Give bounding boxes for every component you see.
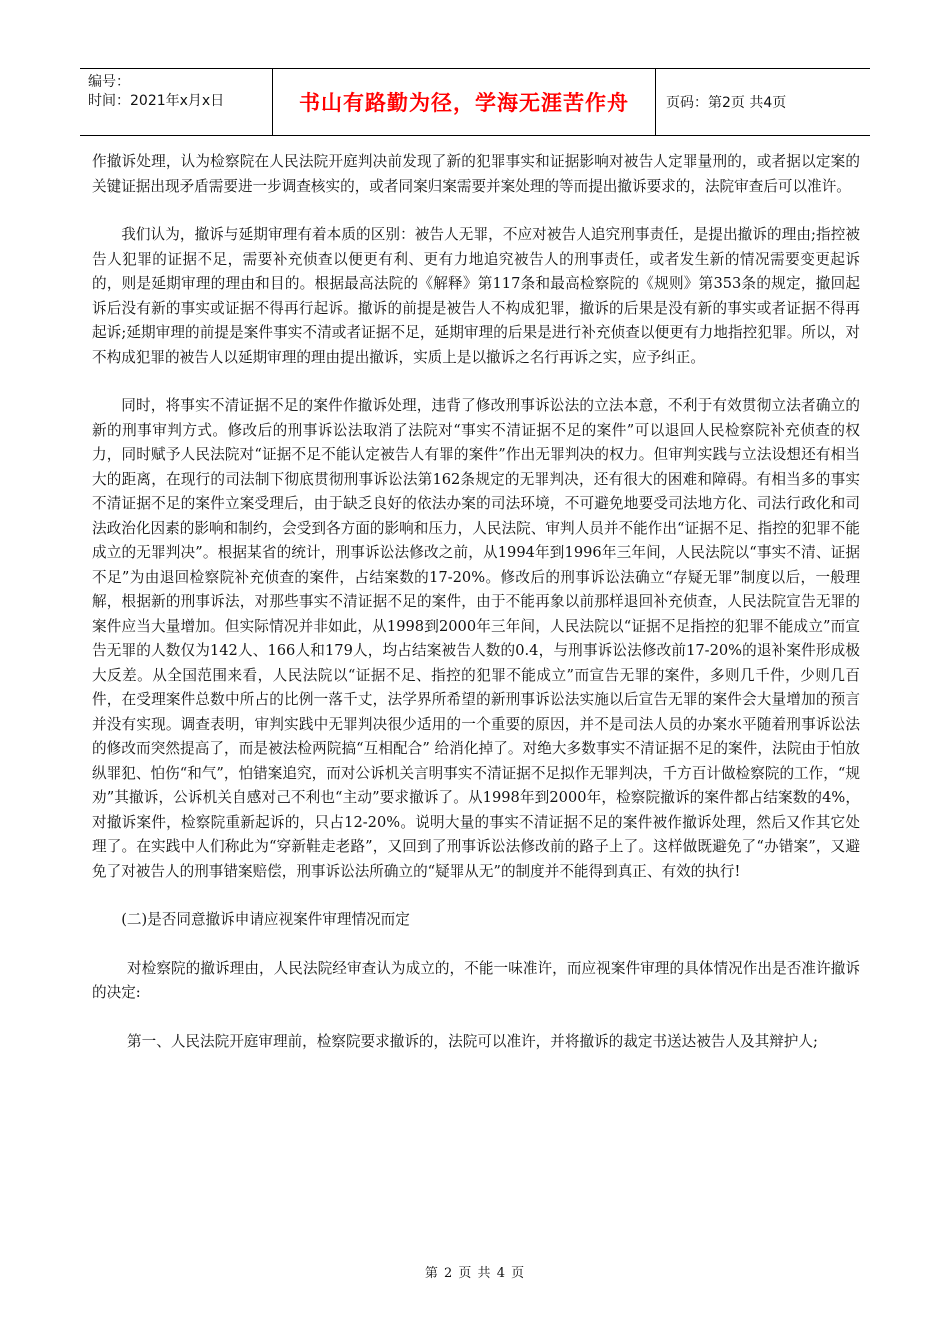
paragraph-continuation: 作撤诉处理，认为检察院在人民法院开庭判决前发现了新的犯罪事实和证据影响对被告人定罪量刑的，或者据以定案的关键证据出现矛盾需要进一步调查核实的，或者同案归案需要并案处理的等而提出撤诉要求的，法院审查后可以准许。 [92,153,860,195]
document-number-label: 编号： [88,74,130,90]
paragraph: 对检察院的撤诉理由，人民法院经审查认为成立的，不能一味准许，而应视案件审理的具体情况作出是否准许撤诉的决定: [92,959,860,1001]
paragraph: 同时，将事实不清证据不足的案件作撤诉处理，违背了修改刑事诉讼法的立法本意，不利于有效贯彻立法者确立的新的刑事审判方式。修改后的刑事诉讼法取消了法院对“事实不清证据不足的案件”可以退回人民检察院补充侦查的权力，同时赋予人民法院对“证据不足不能认定被告人有罪的案件”作出无罪判决的权力。但审判实践与立法设想还有相当大的距离，在现行的司法制下彻底贯彻刑事诉讼法第162条规定的无罪判决，还有很大的困难和障碍。有相当多的事实不清证据不足的案件立案受理后，由于缺乏良好的依法办案的司法环境，不可避免地要受司法地方化、司法行政化和司法政治化因素的影响和制约，会受到各方面的影响和压力，人民法院、审判人员并不能作出“证据不足、指控的犯罪不能成立的无罪判决”。根据某省的统计，刑事诉讼法修改之前，从1994年到1996年三年间，人民法院以“事实不清、证据不足”为由退回检察院补充侦查的案件，占结案数的17-20%。修改后的刑事诉讼法确立“存疑无罪”制度以后，一般理解，根据新的刑事诉法，对那些事实不清证据不足的案件，由于不能再象以前那样退回补充侦查，人民法院宣告无罪的案件应当大量增加。但实际情况并非如此，从1998到2000年三年间，人民法院以“证据不足指控的犯罪不能成立”而宣告无罪的人数仅为142人、166人和179人，均占结案被告人数的0.4，与刑事诉讼法修改前17-20%的退补案件形成极大反差。从全国范围来看，人民法院以“证据不足、指控的犯罪不能成立”而宣告无罪的案件，多则几千件，少则几百件，在受理案件总数中所占的比例一落千丈，法学界所希望的新刑事诉讼法实施以后宣告无罪的案件会大量增加的预言并没有实现。调查表明，审判实践中无罪判决很少适用的一个重要的原因，并不是司法人员的办案水平随着刑事诉讼法的修改而突然提高了，而是被法检两院搞“互相配合” 给消化掉了。对绝大多数事实不清证据不足的案件，法院由于怕放纵罪犯、怕伤“和气”，怕错案追究，而对公诉机关言明事实不清证据不足拟作无罪判决，千方百计做检察院的工作，“规劝”其撤诉，公诉机关自感对己不利也“主动”要求撤诉了。从1998年到2000年，检察院撤诉的案件都占结案数的4%，对撤诉案件，检察院重新起诉的，只占12-20%。说明大量的事实不清证据不足的案件被作撤诉处理，然后又作其它处理了。在实践中人们称此为“穿新鞋走老路”，又回到了刑事诉讼法修改前的路子上了。这样做既避免了“办错案”，又避免了对被告人的刑事错案赔偿，刑事诉讼法所确立的“疑罪从无”的制度并不能得到真正、有效的执行! [92,397,860,880]
page-footer: 第 2 页 共 4 页 [424,1266,526,1281]
header-motto: 书山有路勤为径，学海无涯苦作舟 [272,69,656,135]
document-body [92,150,860,1078]
document-time-label: 时间：2021年x月x日 [88,93,225,109]
header-meta [80,69,272,135]
paragraph: 第一、人民法院开庭审理前，检察院要求撤诉的，法院可以准许，并将撤诉的裁定书送达被告人及其辩护人; [127,1032,818,1050]
header-page-label: 页码：第2页 共4页 [666,95,787,111]
page-header [80,68,870,136]
paragraph: 我们认为，撤诉与延期审理有着本质的区别：被告人无罪，不应对被告人追究刑事责任，是提出撤诉的理由;指控被告人犯罪的证据不足，需要补充侦查以便更有利、更有力地追究被告人的刑事责任，或者发生新的情况需要变更起诉的，则是延期审理的理由和目的。根据最高法院的《解释》第117条和最高检察院的《规则》第353条的规定，撤回起诉后没有新的事实或证据不得再行起诉。撤诉的前提是被告人不构成犯罪，撤诉的后果是没有新的事实或者证据不得再起诉;延期审理的前提是案件事实不清或者证据不足，延期审理的后果是进行补充侦查以便更有力地指控犯罪。所以，对不构成犯罪的被告人以延期审理的理由提出撤诉，实质上是以撤诉之名行再诉之实，应予纠正。 [92,226,860,366]
section-heading: (二)是否同意撤诉申请应视案件审理情况而定 [121,911,410,928]
